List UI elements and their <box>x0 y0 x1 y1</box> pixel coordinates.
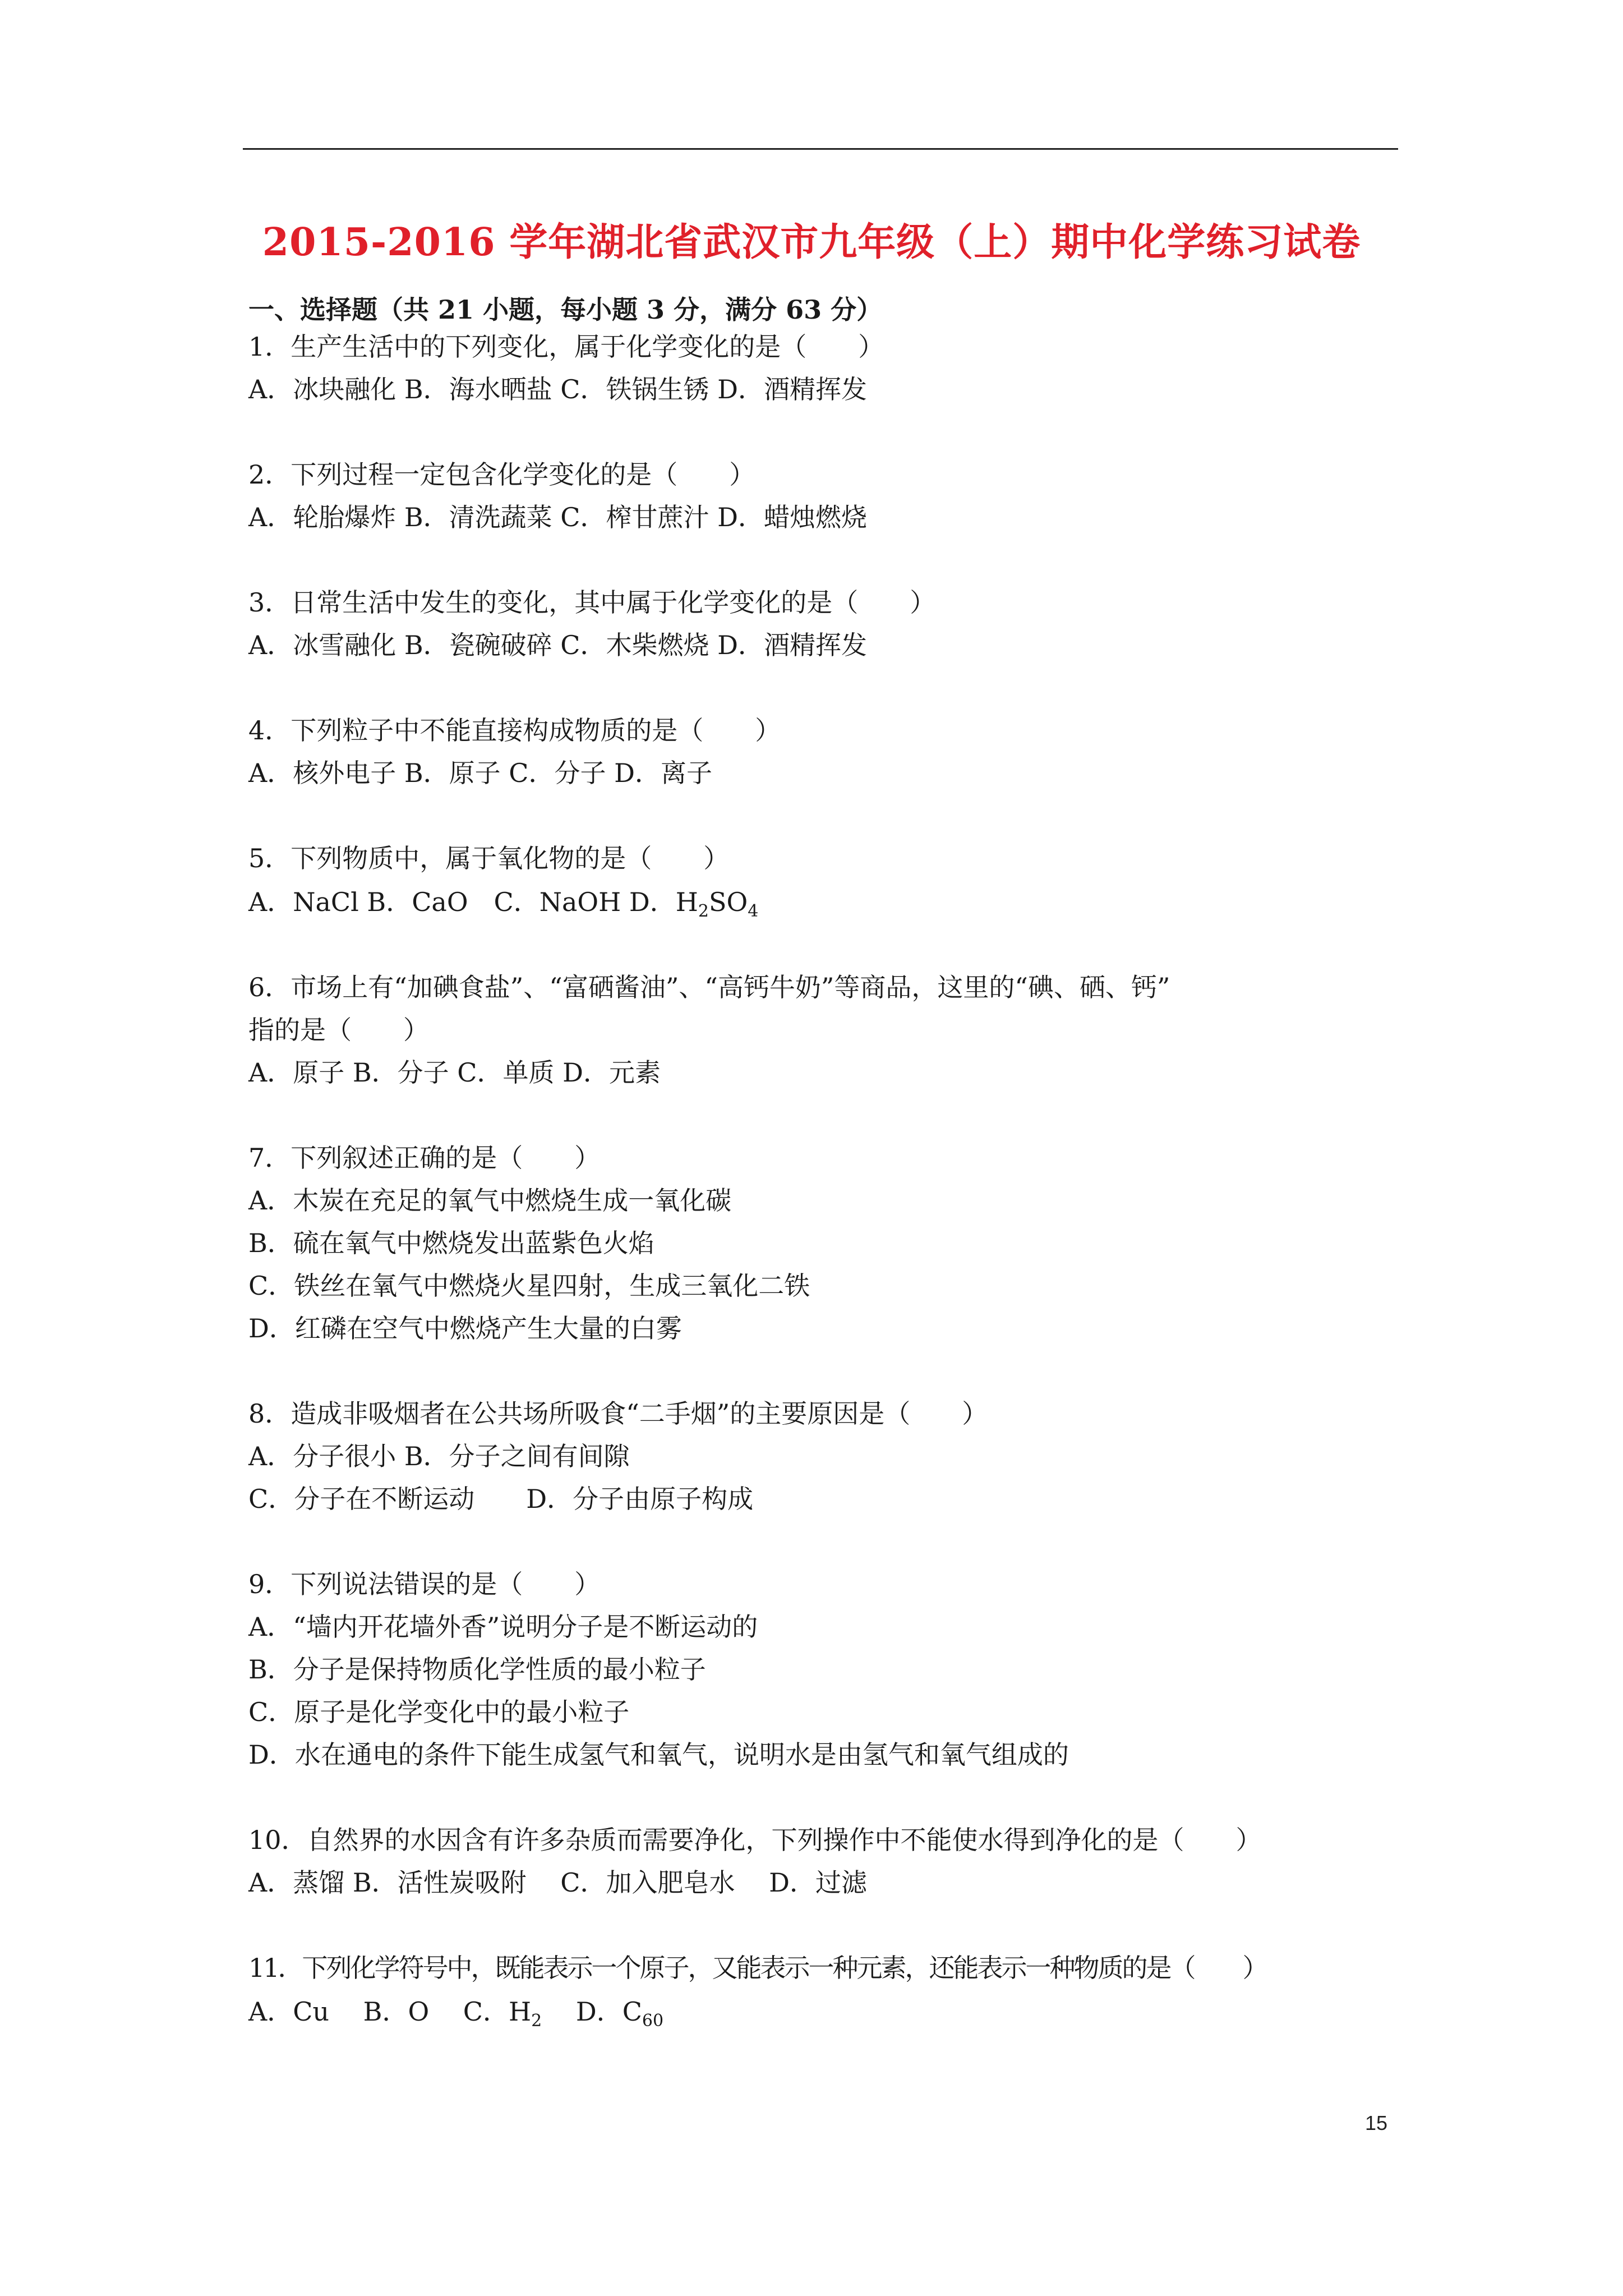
formula-subscript: 4 <box>748 901 759 921</box>
question-5-stem: 5．下列物质中，属于氧化物的是（ ） <box>248 843 730 873</box>
question-9-option-b: B．分子是保持物质化学性质的最小粒子 <box>248 1654 706 1685</box>
page-title: 2015-2016 学年湖北省武汉市九年级（上）期中化学练习试卷 <box>262 220 1361 265</box>
question-6-stem-continued: 指的是（ ） <box>248 1015 429 1045</box>
question-1-stem: 1．生产生活中的下列变化，属于化学变化的是（ ） <box>248 332 884 362</box>
question-4-options: A．核外电子 B．原子 C．分子 D．离子 <box>248 758 712 788</box>
question-3-stem: 3．日常生活中发生的变化，其中属于化学变化的是（ ） <box>248 587 936 618</box>
formula-subscript: 60 <box>642 2011 664 2031</box>
question-10-options: A．蒸馏 B．活性炭吸附 C．加入肥皂水 D．过滤 <box>248 1867 867 1898</box>
question-7-option-a: A．木炭在充足的氧气中燃烧生成一氧化碳 <box>248 1185 732 1216</box>
section-heading: 一、选择题（共 21 小题，每小题 3 分，满分 63 分） <box>248 295 883 325</box>
question-2-options: A．轮胎爆炸 B．清洗蔬菜 C．榨甘蔗汁 D．蜡烛燃烧 <box>248 502 867 532</box>
question-8-options-row-1: A．分子很小 B．分子之间有间隙 <box>248 1441 630 1471</box>
question-9-option-c: C．原子是化学变化中的最小粒子 <box>248 1697 630 1727</box>
question-9-option-a: A．“墙内开花墙外香”说明分子是不断运动的 <box>248 1612 758 1642</box>
formula-text: A．NaCl B．CaO C．NaOH D．H <box>248 887 698 917</box>
question-7-option-c: C．铁丝在氧气中燃烧火星四射，生成三氧化二铁 <box>248 1271 810 1301</box>
question-11-stem: 11．下列化学符号中，既能表示一个原子，又能表示一种元素，还能表示一种物质的是（ ） <box>248 1953 1267 1983</box>
formula-subscript: 2 <box>698 901 709 921</box>
formula-text: A．Cu B．O C．H <box>248 1996 532 2027</box>
formula-subscript: 2 <box>531 2011 542 2031</box>
question-8-stem: 8．造成非吸烟者在公共场所吸食“二手烟”的主要原因是（ ） <box>248 1398 988 1429</box>
formula-text: D．C <box>542 1996 642 2027</box>
question-5-options <box>248 885 758 919</box>
question-7-stem: 7．下列叙述正确的是（ ） <box>248 1143 601 1173</box>
question-1-options: A．冰块融化 B．海水晒盐 C．铁锅生锈 D．酒精挥发 <box>248 374 867 404</box>
question-9-stem: 9．下列说法错误的是（ ） <box>248 1569 601 1599</box>
question-7-option-d: D．红磷在空气中燃烧产生大量的白雾 <box>248 1313 682 1343</box>
question-11-options <box>248 1995 664 2031</box>
question-6-stem: 6．市场上有“加碘食盐”、“富硒酱油”、“高钙牛奶”等商品，这里的“碘、硒、钙” <box>248 972 1170 1002</box>
question-2-stem: 2．下列过程一定包含化学变化的是（ ） <box>248 459 755 490</box>
question-9-option-d: D．水在通电的条件下能生成氢气和氧气，说明水是由氢气和氧气组成的 <box>248 1740 1069 1770</box>
question-8-options-row-2: C．分子在不断运动 D．分子由原子构成 <box>248 1484 754 1514</box>
question-3-options: A．冰雪融化 B．瓷碗破碎 C．木柴燃烧 D．酒精挥发 <box>248 630 867 660</box>
question-6-options: A．原子 B．分子 C．单质 D．元素 <box>248 1057 661 1088</box>
question-10-stem: 10．自然界的水因含有许多杂质而需要净化，下列操作中不能使水得到净化的是（ ） <box>248 1825 1262 1855</box>
page-number: 15 <box>1365 2111 1388 2134</box>
header-rule <box>243 148 1398 150</box>
question-7-option-b: B．硫在氧气中燃烧发出蓝紫色火焰 <box>248 1228 654 1258</box>
question-4-stem: 4．下列粒子中不能直接构成物质的是（ ） <box>248 715 781 746</box>
formula-text: SO <box>708 887 748 917</box>
